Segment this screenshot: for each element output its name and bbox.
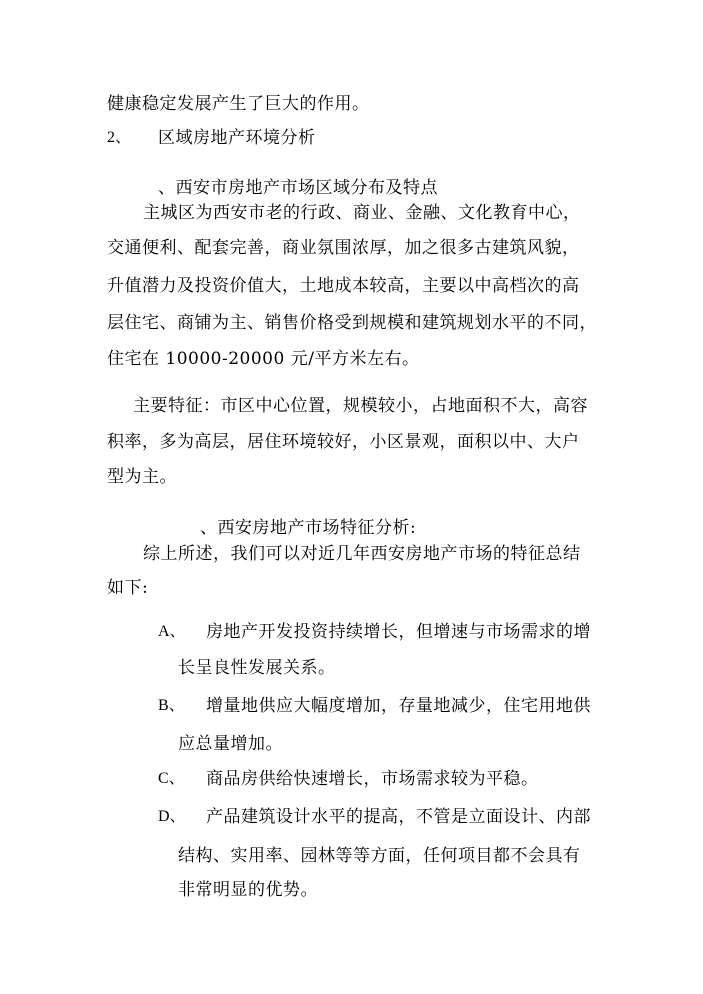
paragraph-line: 层住宅、商铺为主、销售价格受到规模和建筑规划水平的不同，: [107, 313, 597, 333]
list-item-line: 增量地供应大幅度增加，存量地减少，住宅用地供: [206, 696, 591, 716]
summary-line: 综上所述，我们可以对近几年西安房地产市场的特征总结: [143, 544, 581, 564]
list-marker: B、: [158, 697, 185, 714]
list-item-line: 长呈良性发展关系。: [178, 658, 336, 678]
summary-line: 如下:: [107, 578, 149, 598]
list-marker: A、: [158, 623, 186, 640]
paragraph-line: 交通便利、配套完善，商业氛围浓厚，加之很多古建筑风貌，: [107, 238, 580, 258]
paragraph-line: 住宅在 10000-20000 元/平方米左右。: [107, 349, 420, 369]
subsection-title: 、西安市房地产市场区域分布及特点: [158, 178, 438, 198]
intro-line: 健康稳定发展产生了巨大的作用。: [107, 94, 370, 114]
section-number: 2、: [107, 129, 132, 146]
list-marker: C、: [158, 770, 185, 787]
paragraph-line: 升值潜力及投资价值大，土地成本较高，主要以中高档次的高: [107, 276, 580, 296]
list-item-line: 产品建筑设计水平的提高，不管是立面设计、内部: [206, 807, 591, 827]
section-title: 区域房地产环境分析: [158, 128, 316, 148]
list-item-line: 商品房供给快速增长，市场需求较为平稳。: [206, 769, 539, 789]
list-item-line: 房地产开发投资持续增长，但增速与市场需求的增: [206, 622, 591, 642]
paragraph-line: 主城区为西安市老的行政、商业、金融、文化教育中心，: [143, 203, 581, 223]
features-line: 主要特征：市区中心位置，规模较小，占地面积不大，高容: [133, 396, 588, 416]
features-line: 型为主。: [107, 467, 177, 487]
list-item-line: 应总量增加。: [178, 734, 283, 754]
list-item-line: 非常明显的优势。: [178, 880, 318, 900]
features-line: 积率，多为高层，居住环境较好，小区景观，面积以中、大户: [107, 432, 580, 452]
subsection-title: 、西安房地产市场特征分析:: [200, 518, 417, 538]
list-marker: D、: [158, 808, 186, 825]
list-item-line: 结构、实用率、园林等等方面，任何项目都不会具有: [178, 846, 581, 866]
